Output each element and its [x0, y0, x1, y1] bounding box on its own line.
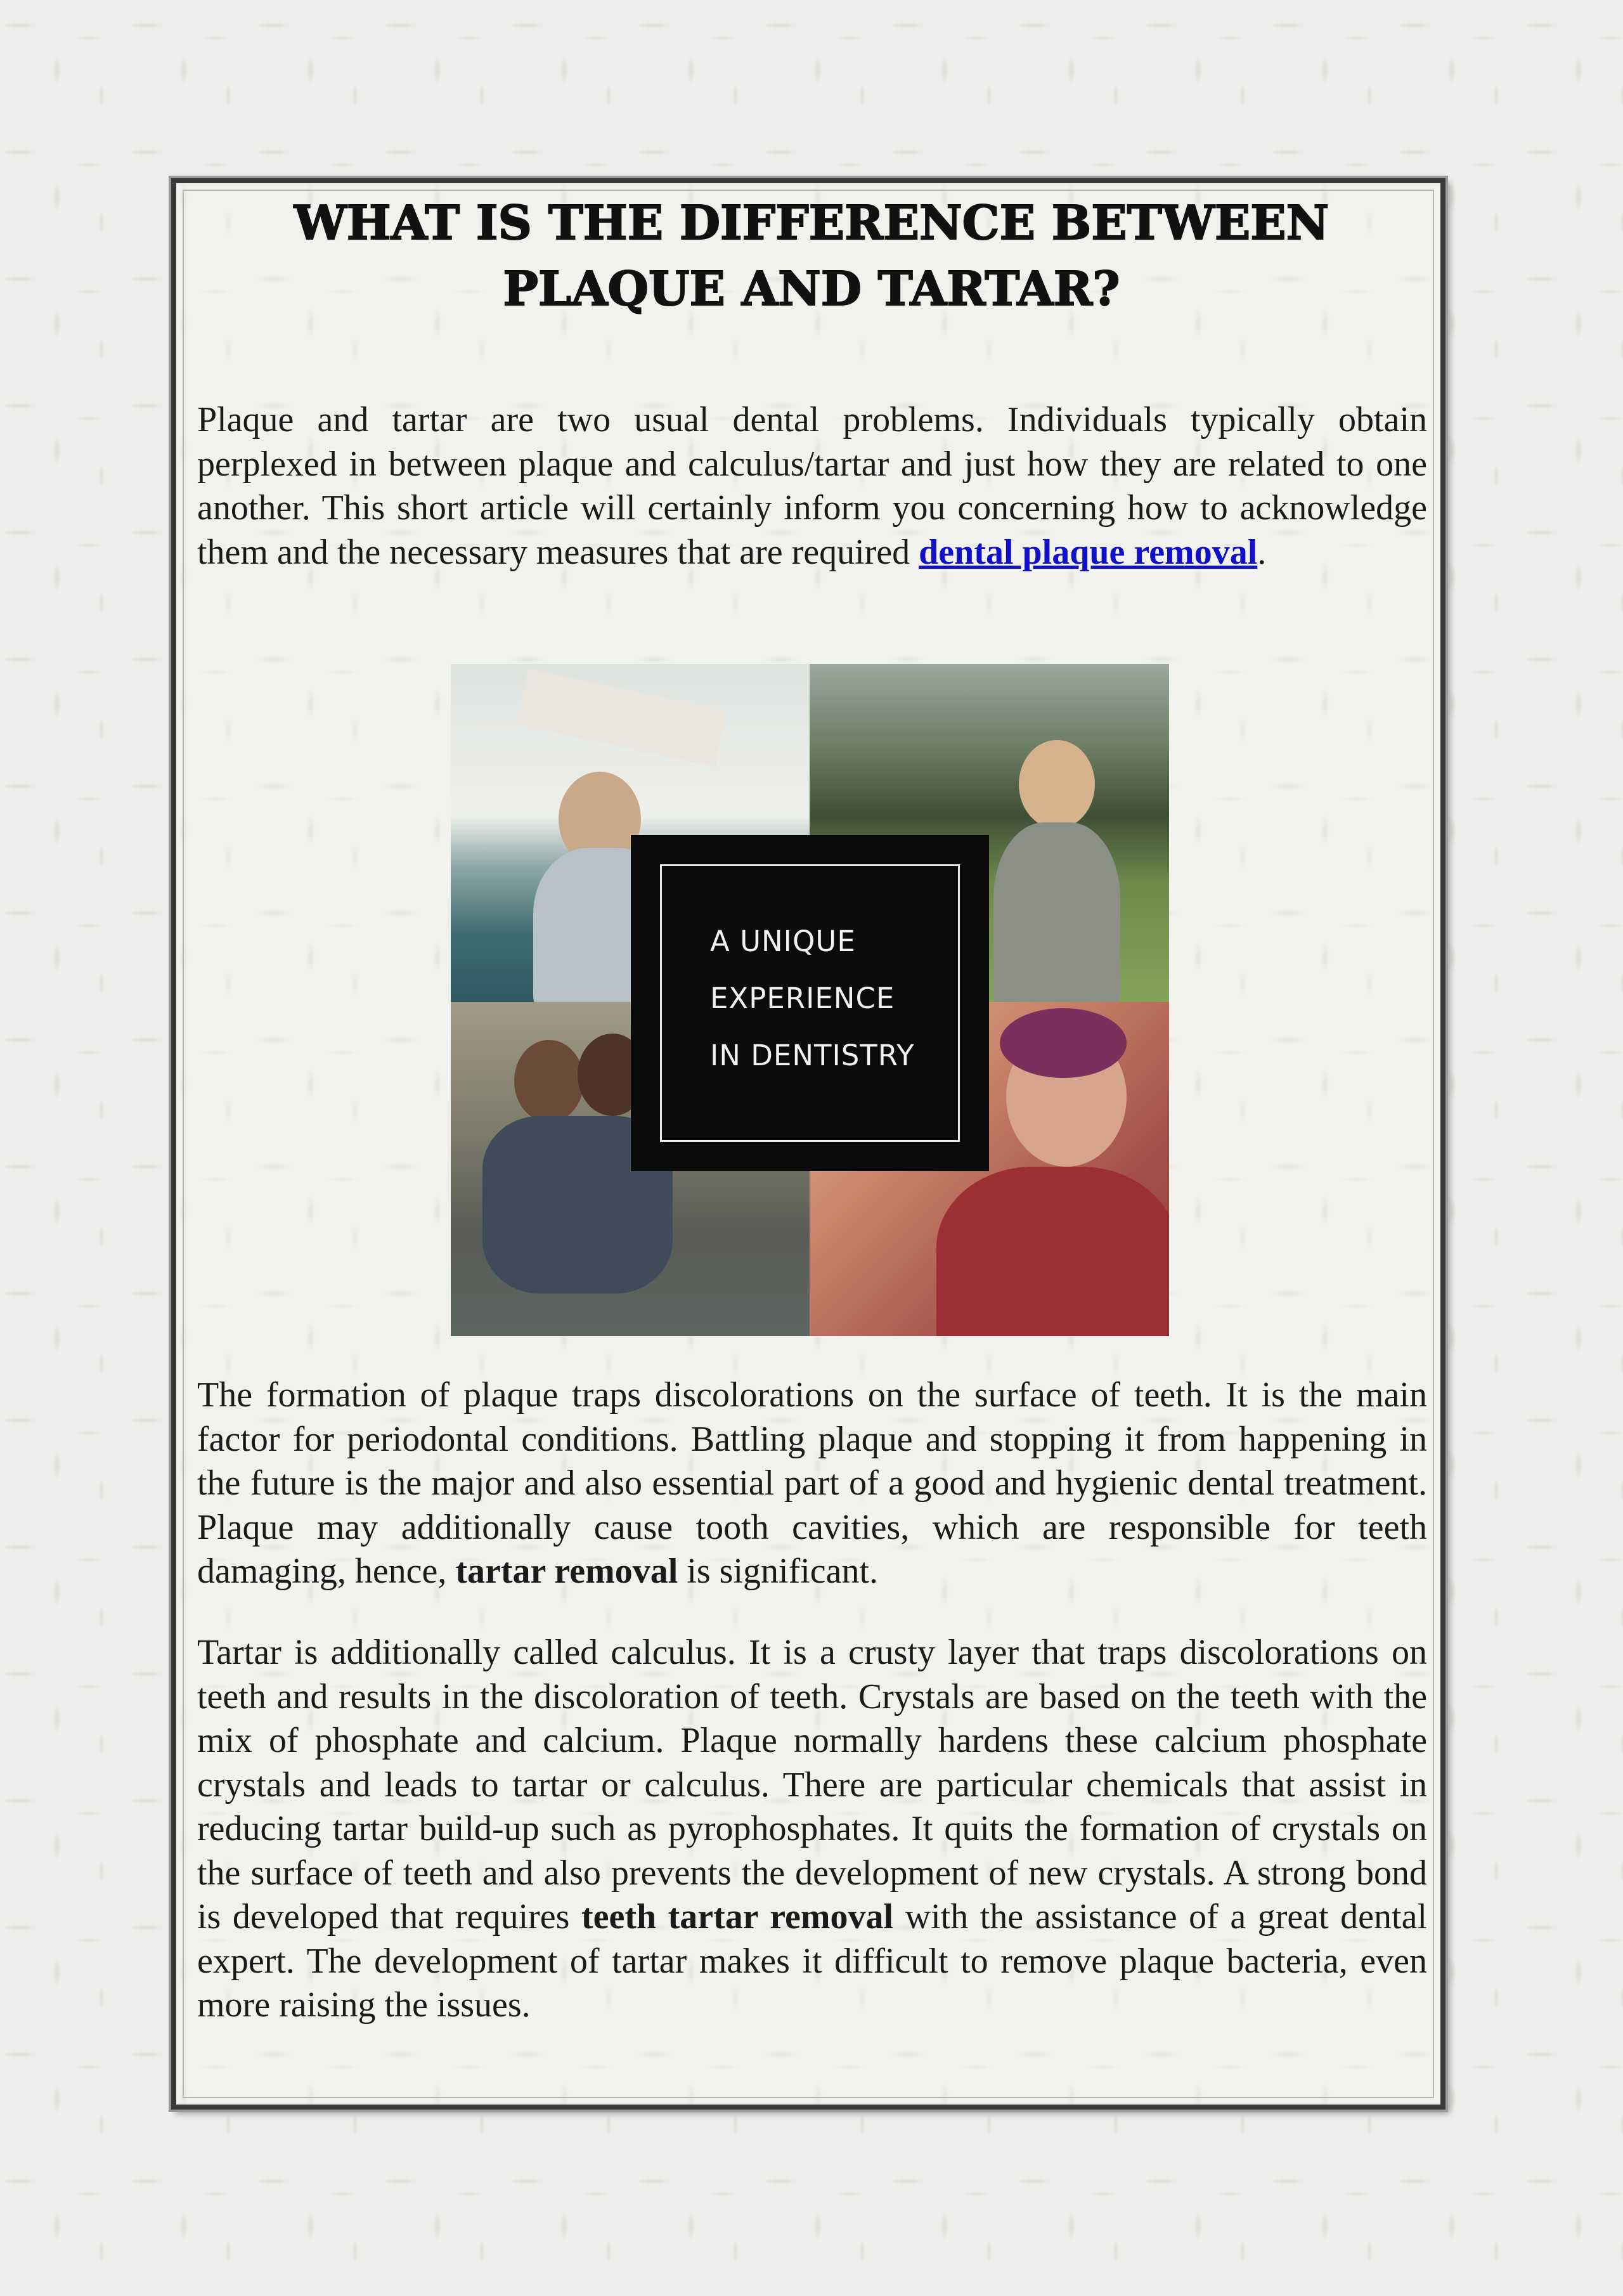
- scarf: [517, 669, 727, 767]
- tagline-box: [631, 835, 989, 1171]
- tagline-line-1: A UNIQUE: [710, 924, 856, 958]
- figure-head: [514, 1040, 584, 1122]
- dental-plaque-removal-link[interactable]: dental plaque removal: [919, 532, 1258, 572]
- plaque-text-end: is significant.: [678, 1552, 879, 1591]
- figure-shirt: [936, 1167, 1169, 1336]
- tagline-line-3: IN DENTISTRY: [710, 1039, 915, 1072]
- tagline-line-2: EXPERIENCE: [710, 982, 895, 1015]
- collage-image: [451, 664, 1169, 1336]
- tagline-frame: [660, 864, 960, 1142]
- figure-body: [993, 822, 1120, 1002]
- plaque-paragraph: [197, 1373, 1427, 1594]
- intro-period: .: [1257, 532, 1267, 572]
- tartar-paragraph: [197, 1631, 1427, 2028]
- figure-hair: [1000, 1008, 1127, 1078]
- figure-head: [1019, 740, 1095, 829]
- tartar-text: Tartar is additionally called calculus. It is a crusty layer that traps discolorations on teeth and results in the discoloration of teeth. Crystals are based on the teeth with the mix of phosphate and calcium. Plaque normally hardens these calcium phosphate crystals and leads to tartar or calculus. There are particular chemicals that assist in reducing tartar build-up such as pyrophosphates. It quits the formation of crystals on the surface of teeth and also prevents the development of new crystals. A strong bond is developed that requires: [197, 1633, 1427, 1936]
- plaque-text: The formation of plaque traps discolorations on the surface of teeth. It is the main factor for periodontal conditions. Battling plaque and stopping it from happening in the future is the major and also essential part of a good and hygienic dental treatment. Plaque may additionally cause tooth cavities, which are responsible for teeth damaging, hence,: [197, 1375, 1427, 1591]
- article-title: WHAT IS THE DIFFERENCE BETWEEN PLAQUE AND TARTAR?: [294, 196, 1329, 316]
- tartar-text-end: with the assistance of a great dental expert. The development of tartar makes it difficult to remove plaque bacteria, even more raising the issues.: [197, 1897, 1428, 2025]
- intro-text: Plaque and tartar are two usual dental problems. Individuals typically obtain perplexed in between plaque and calculus/tartar and just how they are related to one another. This short article will certainly inform you concerning how to acknowledge them and the necessary measures that are required: [197, 400, 1427, 572]
- tartar-removal-emphasis: tartar removal: [455, 1552, 678, 1591]
- intro-paragraph: [197, 398, 1427, 574]
- teeth-tartar-removal-emphasis: teeth tartar removal: [581, 1897, 894, 1936]
